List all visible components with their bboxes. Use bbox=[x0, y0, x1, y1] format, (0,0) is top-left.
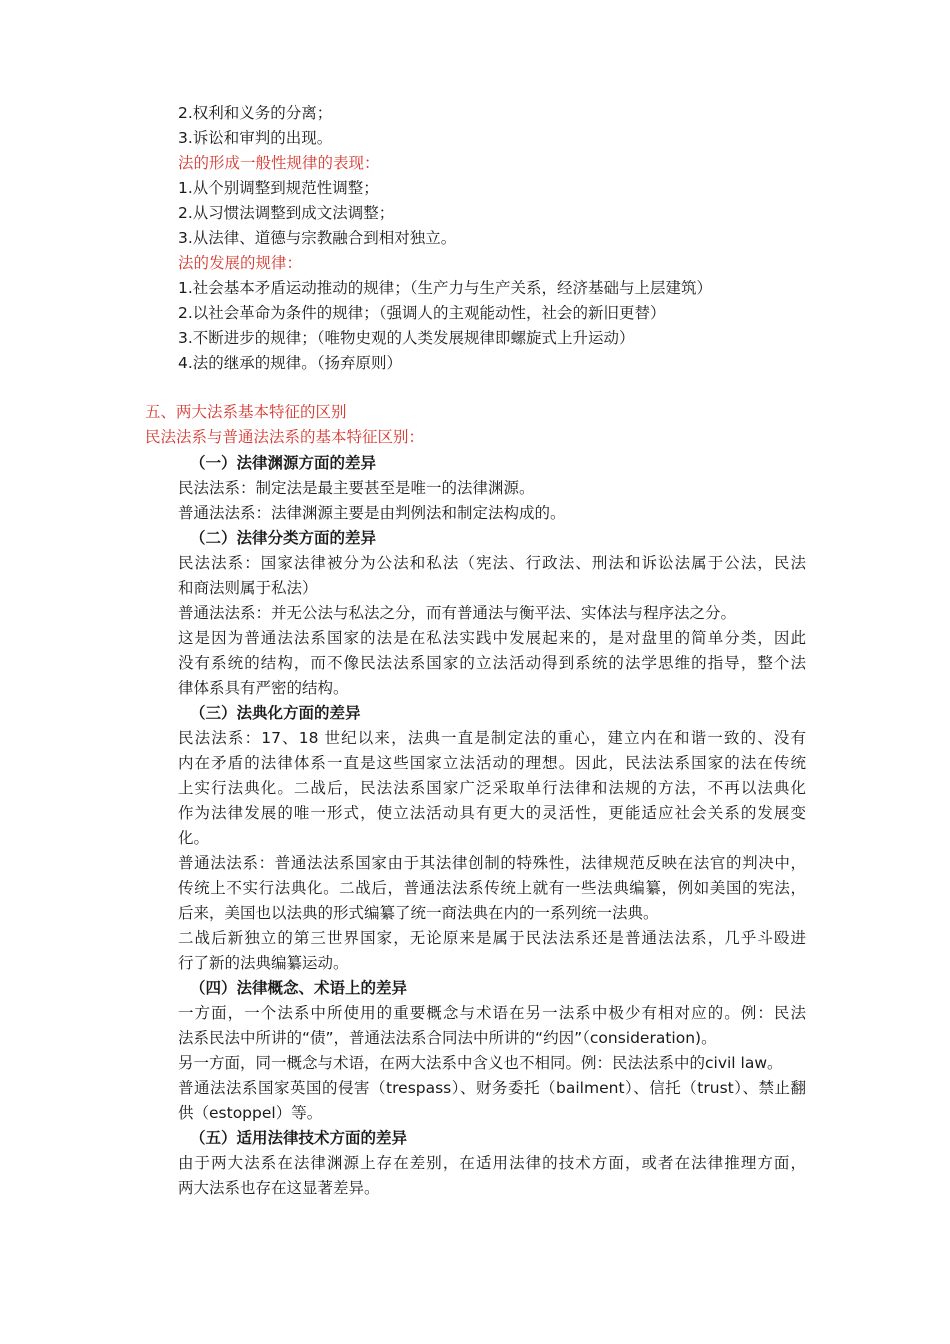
list-item: 1.从个别调整到规范性调整； bbox=[178, 179, 379, 197]
paragraph-line: 这是因为普通法法系国家的法是在私法实践中发展起来的，是对盘里的简单分类，因此 bbox=[178, 629, 806, 647]
paragraph-line: 民法法系：国家法律被分为公法和私法（宪法、行政法、刑法和诉讼法属于公法，民法 bbox=[178, 554, 806, 572]
paragraph-line: 二战后新独立的第三世界国家，无论原来是属于民法法系还是普通法法系，几乎斗殴进 bbox=[178, 929, 806, 947]
paragraph-line: 两大法系也存在这显著差异。 bbox=[178, 1179, 380, 1197]
list-item: 4.法的继承的规律。（扬弃原则） bbox=[178, 354, 403, 372]
paragraph-line: 后来，美国也以法典的形式编纂了统一商法典在内的一系列统一法典。 bbox=[178, 904, 659, 922]
paragraph-line: 传统上不实行法典化。二战后，普通法法系传统上就有一些法典编纂，例如美国的宪法， bbox=[178, 879, 806, 897]
paragraph-line: 供（estoppel）等。 bbox=[178, 1104, 323, 1122]
part-heading: （四）法律概念、术语上的差异 bbox=[190, 979, 408, 997]
paragraph-line: 一方面，一个法系中所使用的重要概念与术语在另一法系中极少有相对应的。例：民法 bbox=[178, 1004, 806, 1022]
paragraph-line: 上实行法典化。二战后，民法法系国家广泛采取单行法律和法规的方法，不再以法典化 bbox=[178, 779, 806, 797]
part-heading: （一）法律渊源方面的差异 bbox=[190, 454, 377, 472]
paragraph-line: 由于两大法系在法律渊源上存在差别，在适用法律的技术方面，或者在法律推理方面， bbox=[178, 1154, 806, 1172]
list-item: 2.从习惯法调整到成文法调整； bbox=[178, 204, 395, 222]
list-item: 2.以社会革命为条件的规律；（强调人的主观能动性，社会的新旧更替） bbox=[178, 304, 666, 322]
part-heading: （二）法律分类方面的差异 bbox=[190, 529, 377, 547]
paragraph-line: 普通法法系：普通法法系国家由于其法律创制的特殊性，法律规范反映在法官的判决中， bbox=[178, 854, 806, 872]
list-item: 2.权利和义务的分离； bbox=[178, 104, 333, 122]
paragraph-line: 内在矛盾的法律体系一直是这些国家立法活动的理想。因此，民法法系国家的法在传统 bbox=[178, 754, 806, 772]
paragraph-line: 律体系具有严密的结构。 bbox=[178, 679, 349, 697]
paragraph-line: 作为法律发展的唯一形式，使立法活动具有更大的灵活性，更能适应社会关系的发展变 bbox=[178, 804, 806, 822]
part-heading: （三）法典化方面的差异 bbox=[190, 704, 361, 722]
development-heading: 法的发展的规律： bbox=[178, 254, 303, 272]
paragraph-line: 普通法法系：并无公法与私法之分，而有普通法与衡平法、实体法与程序法之分。 bbox=[178, 604, 737, 622]
paragraph-line: 民法法系：17、18 世纪以来，法典一直是制定法的重心，建立内在和谐一致的、没有 bbox=[178, 729, 806, 747]
section-subtitle: 民法法系与普通法法系的基本特征区别： bbox=[145, 428, 425, 446]
paragraph-line: 没有系统的结构，而不像民法法系国家的立法活动得到系统的法学思维的指导，整个法 bbox=[178, 654, 806, 672]
paragraph-line: 民法法系：制定法是最主要甚至是唯一的法律渊源。 bbox=[178, 479, 535, 497]
paragraph-line: 普通法法系：法律渊源主要是由判例法和制定法构成的。 bbox=[178, 504, 566, 522]
paragraph-line: 化。 bbox=[178, 829, 210, 847]
section-title: 五、两大法系基本特征的区别 bbox=[145, 403, 347, 421]
list-item: 3.从法律、道德与宗教融合到相对独立。 bbox=[178, 229, 457, 247]
list-item: 1.社会基本矛盾运动推动的规律；（生产力与生产关系，经济基础与上层建筑） bbox=[178, 279, 713, 297]
paragraph-line: 法系民法中所讲的“债”，普通法法系合同法中所讲的“约因”（consideration)。 bbox=[178, 1029, 717, 1047]
paragraph-line: 和商法则属于私法） bbox=[178, 579, 318, 597]
paragraph-line: 另一方面，同一概念与术语，在两大法系中含义也不相同。例：民法法系中的civil law。 bbox=[178, 1054, 783, 1072]
list-item: 3.不断进步的规律；（唯物史观的人类发展规律即螺旋式上升运动） bbox=[178, 329, 635, 347]
paragraph-line: 普通法法系国家英国的侵害（trespass）、财务委托（bailment）、信托（trust）、禁止翻 bbox=[178, 1079, 806, 1097]
part-heading: （五）适用法律技术方面的差异 bbox=[190, 1129, 408, 1147]
list-item: 3.诉讼和审判的出现。 bbox=[178, 129, 333, 147]
paragraph-line: 行了新的法典编纂运动。 bbox=[178, 954, 349, 972]
formation-heading: 法的形成一般性规律的表现： bbox=[178, 154, 380, 172]
